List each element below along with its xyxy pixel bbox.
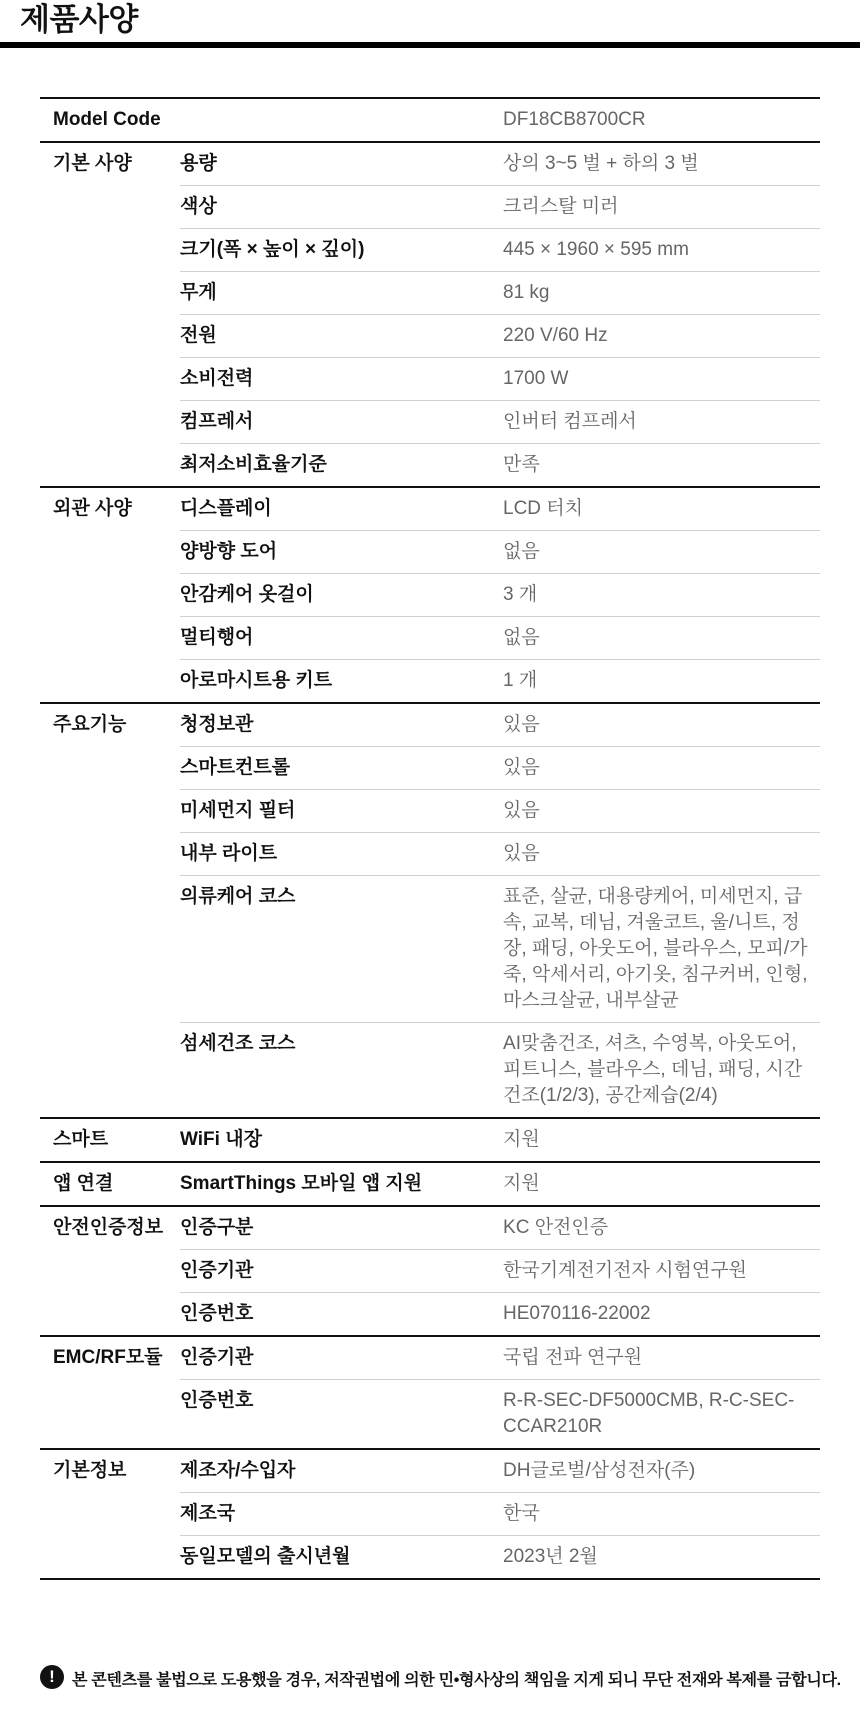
spec-row <box>40 1449 820 1493</box>
spec-value: 1 개 <box>503 660 820 704</box>
spec-category-empty <box>40 229 180 272</box>
spec-label: 내부 라이트 <box>180 833 503 876</box>
spec-row <box>40 487 820 531</box>
title-divider <box>0 42 860 48</box>
spec-category-empty <box>40 1536 180 1580</box>
spec-row <box>40 315 820 358</box>
spec-label: 인증기관 <box>180 1250 503 1293</box>
spec-value: 3 개 <box>503 574 820 617</box>
spec-value: 있음 <box>503 703 820 747</box>
spec-category-empty <box>40 660 180 704</box>
spec-category-empty <box>40 1293 180 1337</box>
model-code-row <box>40 98 820 142</box>
spec-value: LCD 터치 <box>503 487 820 531</box>
spec-row <box>40 1380 820 1450</box>
spec-label: 제조자/수입자 <box>180 1449 503 1493</box>
spec-row <box>40 444 820 488</box>
spec-label: 아로마시트용 키트 <box>180 660 503 704</box>
spec-value: 한국 <box>503 1493 820 1536</box>
spec-row <box>40 229 820 272</box>
spec-category-empty <box>40 531 180 574</box>
spec-value: DH글로벌/삼성전자(주) <box>503 1449 820 1493</box>
spec-row <box>40 747 820 790</box>
exclamation-icon: ! <box>40 1665 64 1689</box>
spec-category-empty <box>40 1023 180 1119</box>
spec-row <box>40 1493 820 1536</box>
spec-label: 스마트컨트롤 <box>180 747 503 790</box>
spec-category-empty <box>40 186 180 229</box>
spec-row <box>40 1023 820 1119</box>
spec-row <box>40 1206 820 1250</box>
spec-row <box>40 142 820 186</box>
spec-row <box>40 876 820 1023</box>
spec-category-empty <box>40 617 180 660</box>
spec-value: 지원 <box>503 1162 820 1206</box>
spec-category-empty <box>40 876 180 1023</box>
spec-label: 무게 <box>180 272 503 315</box>
page-header <box>0 0 860 44</box>
spec-row <box>40 186 820 229</box>
spec-value: HE070116-22002 <box>503 1293 820 1337</box>
spec-row <box>40 833 820 876</box>
spec-row <box>40 790 820 833</box>
spec-category-empty <box>40 1493 180 1536</box>
spec-label: 미세먼지 필터 <box>180 790 503 833</box>
spec-label: 의류케어 코스 <box>180 876 503 1023</box>
spec-label: 크기(폭 × 높이 × 깊이) <box>180 229 503 272</box>
spec-category-empty <box>40 747 180 790</box>
spec-row <box>40 531 820 574</box>
spec-label: 안감케어 옷걸이 <box>180 574 503 617</box>
spec-label: 최저소비효율기준 <box>180 444 503 488</box>
spec-label: 동일모델의 출시년월 <box>180 1536 503 1580</box>
spec-category-empty <box>40 401 180 444</box>
spec-row <box>40 401 820 444</box>
spec-label: 전원 <box>180 315 503 358</box>
spec-label: WiFi 내장 <box>180 1118 503 1162</box>
spec-row <box>40 1250 820 1293</box>
spec-label: 인증기관 <box>180 1336 503 1380</box>
spec-row <box>40 617 820 660</box>
spec-value: 국립 전파 연구원 <box>503 1336 820 1380</box>
spec-label: 제조국 <box>180 1493 503 1536</box>
spec-row <box>40 358 820 401</box>
spec-category-empty <box>40 1250 180 1293</box>
spec-label: 청정보관 <box>180 703 503 747</box>
spec-row <box>40 1118 820 1162</box>
spec-table <box>40 97 820 1580</box>
spec-row <box>40 272 820 315</box>
spec-value: 크리스탈 미러 <box>503 186 820 229</box>
spec-category-empty <box>40 574 180 617</box>
spec-row <box>40 1536 820 1580</box>
spec-value: AI맞춤건조, 셔츠, 수영복, 아웃도어, 피트니스, 블라우스, 데님, 패딩, 시간건조(1/2/3), 공간제습(2/4) <box>503 1023 820 1119</box>
spec-category: 기본 사양 <box>40 142 180 186</box>
spec-value: KC 안전인증 <box>503 1206 820 1250</box>
spec-value: 2023년 2월 <box>503 1536 820 1580</box>
spec-row <box>40 1293 820 1337</box>
spec-row <box>40 1336 820 1380</box>
spec-label: 인증번호 <box>180 1380 503 1450</box>
spec-category: 기본정보 <box>40 1449 180 1493</box>
spec-label: 인증구분 <box>180 1206 503 1250</box>
spec-value: 81 kg <box>503 272 820 315</box>
spec-value: 지원 <box>503 1118 820 1162</box>
model-code-value: DF18CB8700CR <box>503 98 820 142</box>
spec-label: 컴프레서 <box>180 401 503 444</box>
spec-row <box>40 1162 820 1206</box>
spec-category-empty <box>40 315 180 358</box>
spec-value: 1700 W <box>503 358 820 401</box>
spec-value: 인버터 컴프레서 <box>503 401 820 444</box>
spec-category: EMC/RF모듈 <box>40 1336 180 1380</box>
spec-value: 한국기계전기전자 시험연구원 <box>503 1250 820 1293</box>
spec-row <box>40 574 820 617</box>
spec-category: 스마트 <box>40 1118 180 1162</box>
spec-label: 멀티행어 <box>180 617 503 660</box>
spec-label: 용량 <box>180 142 503 186</box>
spec-label: 섬세건조 코스 <box>180 1023 503 1119</box>
spec-value: 없음 <box>503 531 820 574</box>
copyright-notice <box>40 1664 841 1692</box>
spec-category-empty <box>40 444 180 488</box>
spec-category: 안전인증정보 <box>40 1206 180 1250</box>
spec-label: 인증번호 <box>180 1293 503 1337</box>
spec-value: 220 V/60 Hz <box>503 315 820 358</box>
spec-label: 색상 <box>180 186 503 229</box>
spec-value: 표준, 살균, 대용량케어, 미세먼지, 급속, 교복, 데님, 겨울코트, 울/니트, 정장, 패딩, 아웃도어, 블라우스, 모피/가죽, 악세서리, 아기옷, 침구커버, 인형, 마스크살균, 내부살균 <box>503 876 820 1023</box>
spec-category: 앱 연결 <box>40 1162 180 1206</box>
spec-category-empty <box>40 790 180 833</box>
spec-category: 주요기능 <box>40 703 180 747</box>
page-title: 제품사양 <box>20 2 138 37</box>
spec-value: 있음 <box>503 747 820 790</box>
spec-label: 소비전력 <box>180 358 503 401</box>
spec-row <box>40 660 820 704</box>
model-code-label: Model Code <box>40 98 503 142</box>
spec-category-empty <box>40 1380 180 1450</box>
spec-row <box>40 703 820 747</box>
spec-category-empty <box>40 272 180 315</box>
spec-value: 없음 <box>503 617 820 660</box>
spec-value: 만족 <box>503 444 820 488</box>
spec-value: 상의 3~5 벌 + 하의 3 벌 <box>503 142 820 186</box>
spec-value: 445 × 1960 × 595 mm <box>503 229 820 272</box>
spec-value: R-R-SEC-DF5000CMB, R-C-SEC-CCAR210R <box>503 1380 820 1450</box>
spec-category-empty <box>40 833 180 876</box>
spec-label: 양방향 도어 <box>180 531 503 574</box>
spec-category: 외관 사양 <box>40 487 180 531</box>
spec-label: SmartThings 모바일 앱 지원 <box>180 1162 503 1206</box>
notice-text: 본 콘텐츠를 불법으로 도용했을 경우, 저작권법에 의한 민•형사상의 책임을 지게 되니 무단 전재와 복제를 금합니다. <box>72 1672 841 1689</box>
spec-value: 있음 <box>503 790 820 833</box>
spec-label: 디스플레이 <box>180 487 503 531</box>
spec-value: 있음 <box>503 833 820 876</box>
spec-category-empty <box>40 358 180 401</box>
